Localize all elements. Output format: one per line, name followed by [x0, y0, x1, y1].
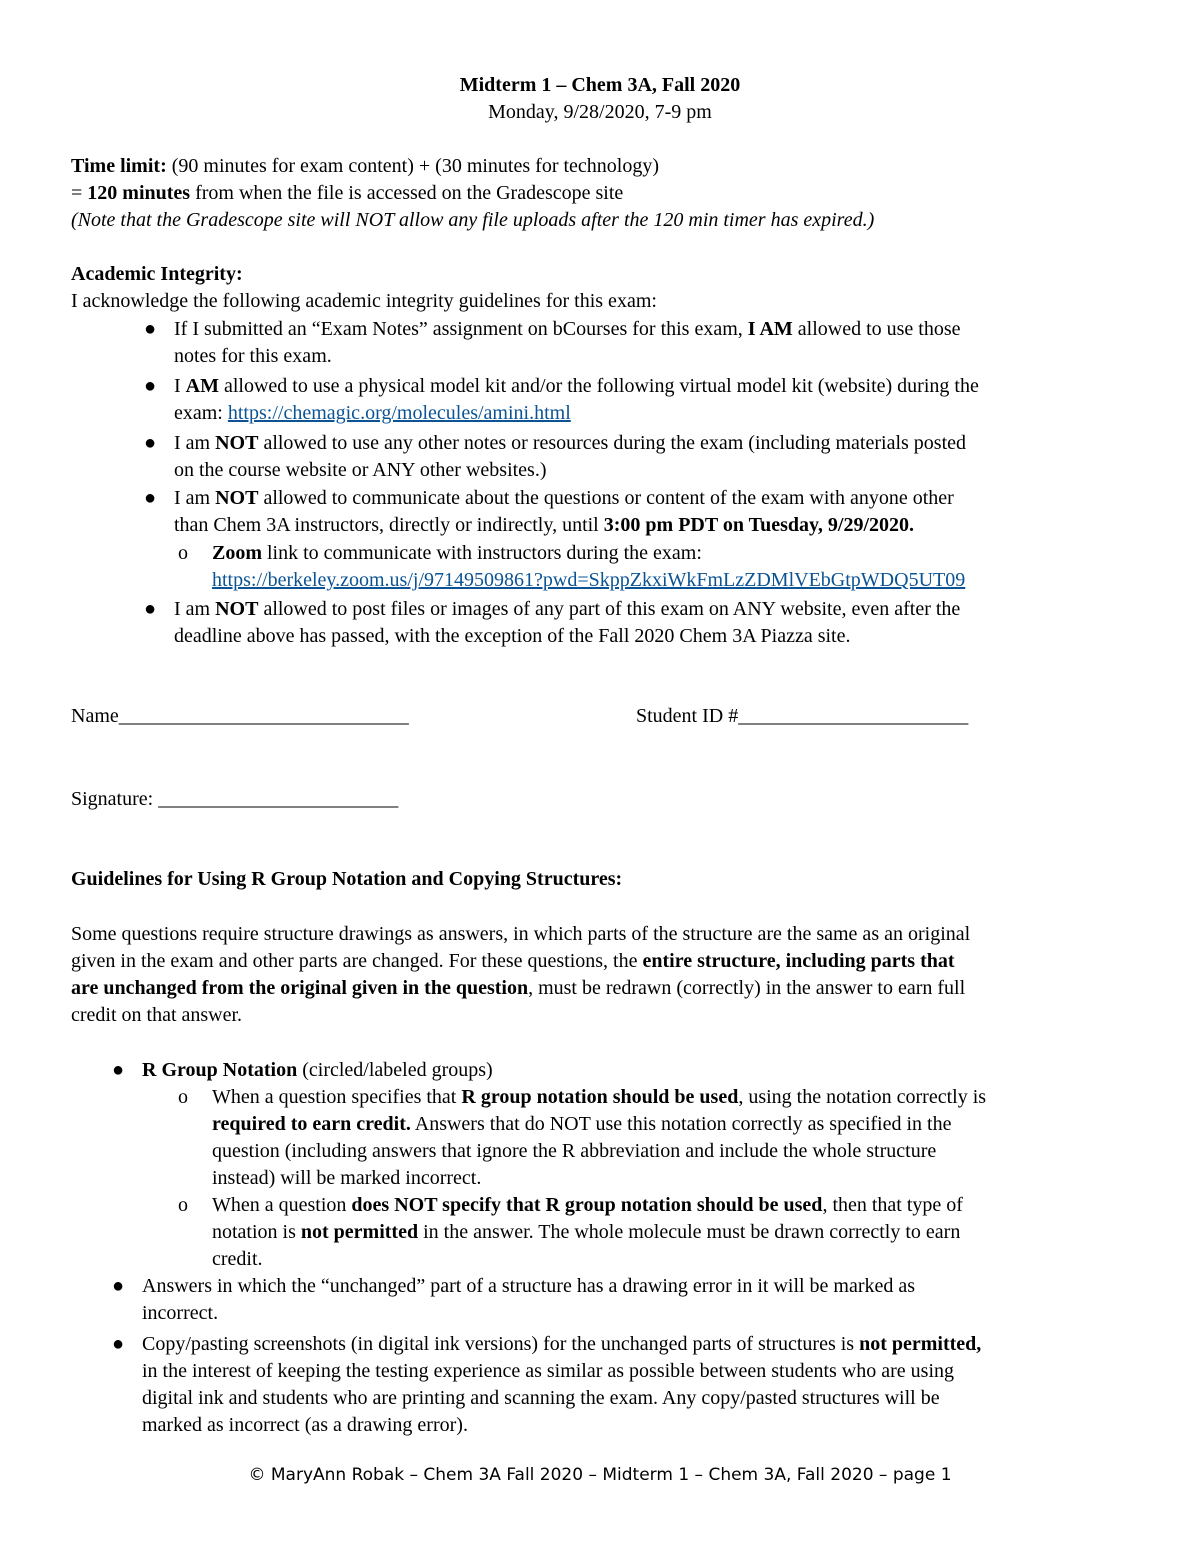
- bullet-icon: ●: [144, 318, 157, 340]
- integrity-bullet-4: ● I am NOT allowed to communicate about the questions or content of the exam with anyone other than Chem 3A instructors, directly or indirectly, until 3:00 pm PDT on Tuesday, 9/29/2020.: [144, 487, 954, 536]
- zoom-link[interactable]: https://berkeley.zoom.us/j/97149509861?pwd=SkppZkxiWkFmLzZDMlVEbGtpWDQ5UT09: [212, 569, 966, 591]
- integrity-bullet-2: ● I AM allowed to use a physical model kit and/or the following virtual model kit (website) during the exam: https://chemagic.org/molecules/amini.html: [144, 375, 979, 424]
- student-id-field[interactable]: Student ID #_______________________: [636, 705, 969, 727]
- time-limit-line2: = 120 minutes from when the file is accessed on the Gradescope site: [71, 182, 624, 204]
- time-limit-line1: Time limit: (90 minutes for exam content) + (30 minutes for technology): [71, 155, 659, 177]
- zoom-subitem: o Zoom link to communicate with instructors during the exam: https://berkeley.zoom.us/j/97149509861?pwd=SkppZkxiWkFmLzZDMlVEbGtpWDQ5UT09: [178, 542, 966, 591]
- time-limit-label: Time limit:: [71, 155, 167, 177]
- bullet-icon: ●: [144, 375, 157, 397]
- page-footer: © MaryAnn Robak – Chem 3A Fall 2020 – Midterm 1 – Chem 3A, Fall 2020 – page 1: [248, 1465, 952, 1485]
- guidelines-paragraph: Some questions require structure drawings as answers, in which parts of the structure are the same as an original given in the exam and other parts are changed. For these questions, the entire structure, including parts that are unchanged from the original given in the question, must be redrawn (correctly) in the answer to earn full credit on that answer.: [71, 923, 971, 1026]
- model-kit-link[interactable]: https://chemagic.org/molecules/amini.html: [227, 402, 571, 424]
- bullet-icon: ●: [112, 1059, 125, 1081]
- exam-date: Monday, 9/28/2020, 7-9 pm: [488, 101, 712, 123]
- circle-bullet-icon: o: [178, 1194, 188, 1216]
- bullet-icon: ●: [112, 1333, 125, 1355]
- bullet-icon: ●: [112, 1275, 125, 1297]
- guidelines-heading: Guidelines for Using R Group Notation and Copying Structures:: [71, 868, 623, 890]
- integrity-bullet-1: ● If I submitted an “Exam Notes” assignment on bCourses for this exam, I AM allowed to use those notes for this exam.: [144, 318, 961, 367]
- signature-field[interactable]: Signature: ________________________: [71, 788, 399, 810]
- integrity-bullet-5: ● I am NOT allowed to post files or images of any part of this exam on ANY website, even after the deadline above has passed, with the exception of the Fall 2020 Chem 3A Piazza site.: [144, 598, 961, 647]
- rgroup-subitem-2: o When a question does NOT specify that R group notation should be used, then that type of notation is not permitted in the answer. The whole molecule must be drawn correctly to earn credit.: [178, 1194, 963, 1270]
- unchanged-bullet: ● Answers in which the “unchanged” part of a structure has a drawing error in it will be marked as incorrect.: [112, 1275, 916, 1324]
- copy-paste-bullet: ● Copy/pasting screenshots (in digital ink versions) for the unchanged parts of structures is not permitted, in the interest of keeping the testing experience as similar as possible between students who are using digital ink and students who are printing and scanning the exam. Any copy/pasted structures will be marked as incorrect (as a drawing error).: [112, 1333, 982, 1436]
- exam-title: Midterm 1 – Chem 3A, Fall 2020: [459, 74, 741, 96]
- integrity-bullet-3: ● I am NOT allowed to use any other notes or resources during the exam (including materials posted on the course website or ANY other websites.): [144, 432, 967, 481]
- circle-bullet-icon: o: [178, 542, 188, 564]
- bullet-icon: ●: [144, 432, 157, 454]
- name-field[interactable]: Name_____________________________: [71, 705, 409, 727]
- time-limit-minutes: 120 minutes: [87, 182, 191, 204]
- integrity-intro: I acknowledge the following academic integrity guidelines for this exam:: [71, 290, 657, 312]
- rgroup-bullet: ● R Group Notation (circled/labeled groups): [142, 1057, 1162, 1084]
- circle-bullet-icon: o: [178, 1086, 188, 1108]
- integrity-heading: Academic Integrity:: [71, 263, 243, 285]
- bullet-icon: ●: [144, 487, 157, 509]
- rgroup-subitem-1: o When a question specifies that R group notation should be used, using the notation correctly is required to earn credit. Answers that do NOT use this notation correctly as specified in the question (including answers that ignore the R abbreviation and include the whole structure instead) will be marked incorrect.: [178, 1086, 987, 1189]
- time-limit-note: (Note that the Gradescope site will NOT allow any file uploads after the 120 min timer has expired.): [71, 209, 875, 231]
- bullet-icon: ●: [144, 598, 157, 620]
